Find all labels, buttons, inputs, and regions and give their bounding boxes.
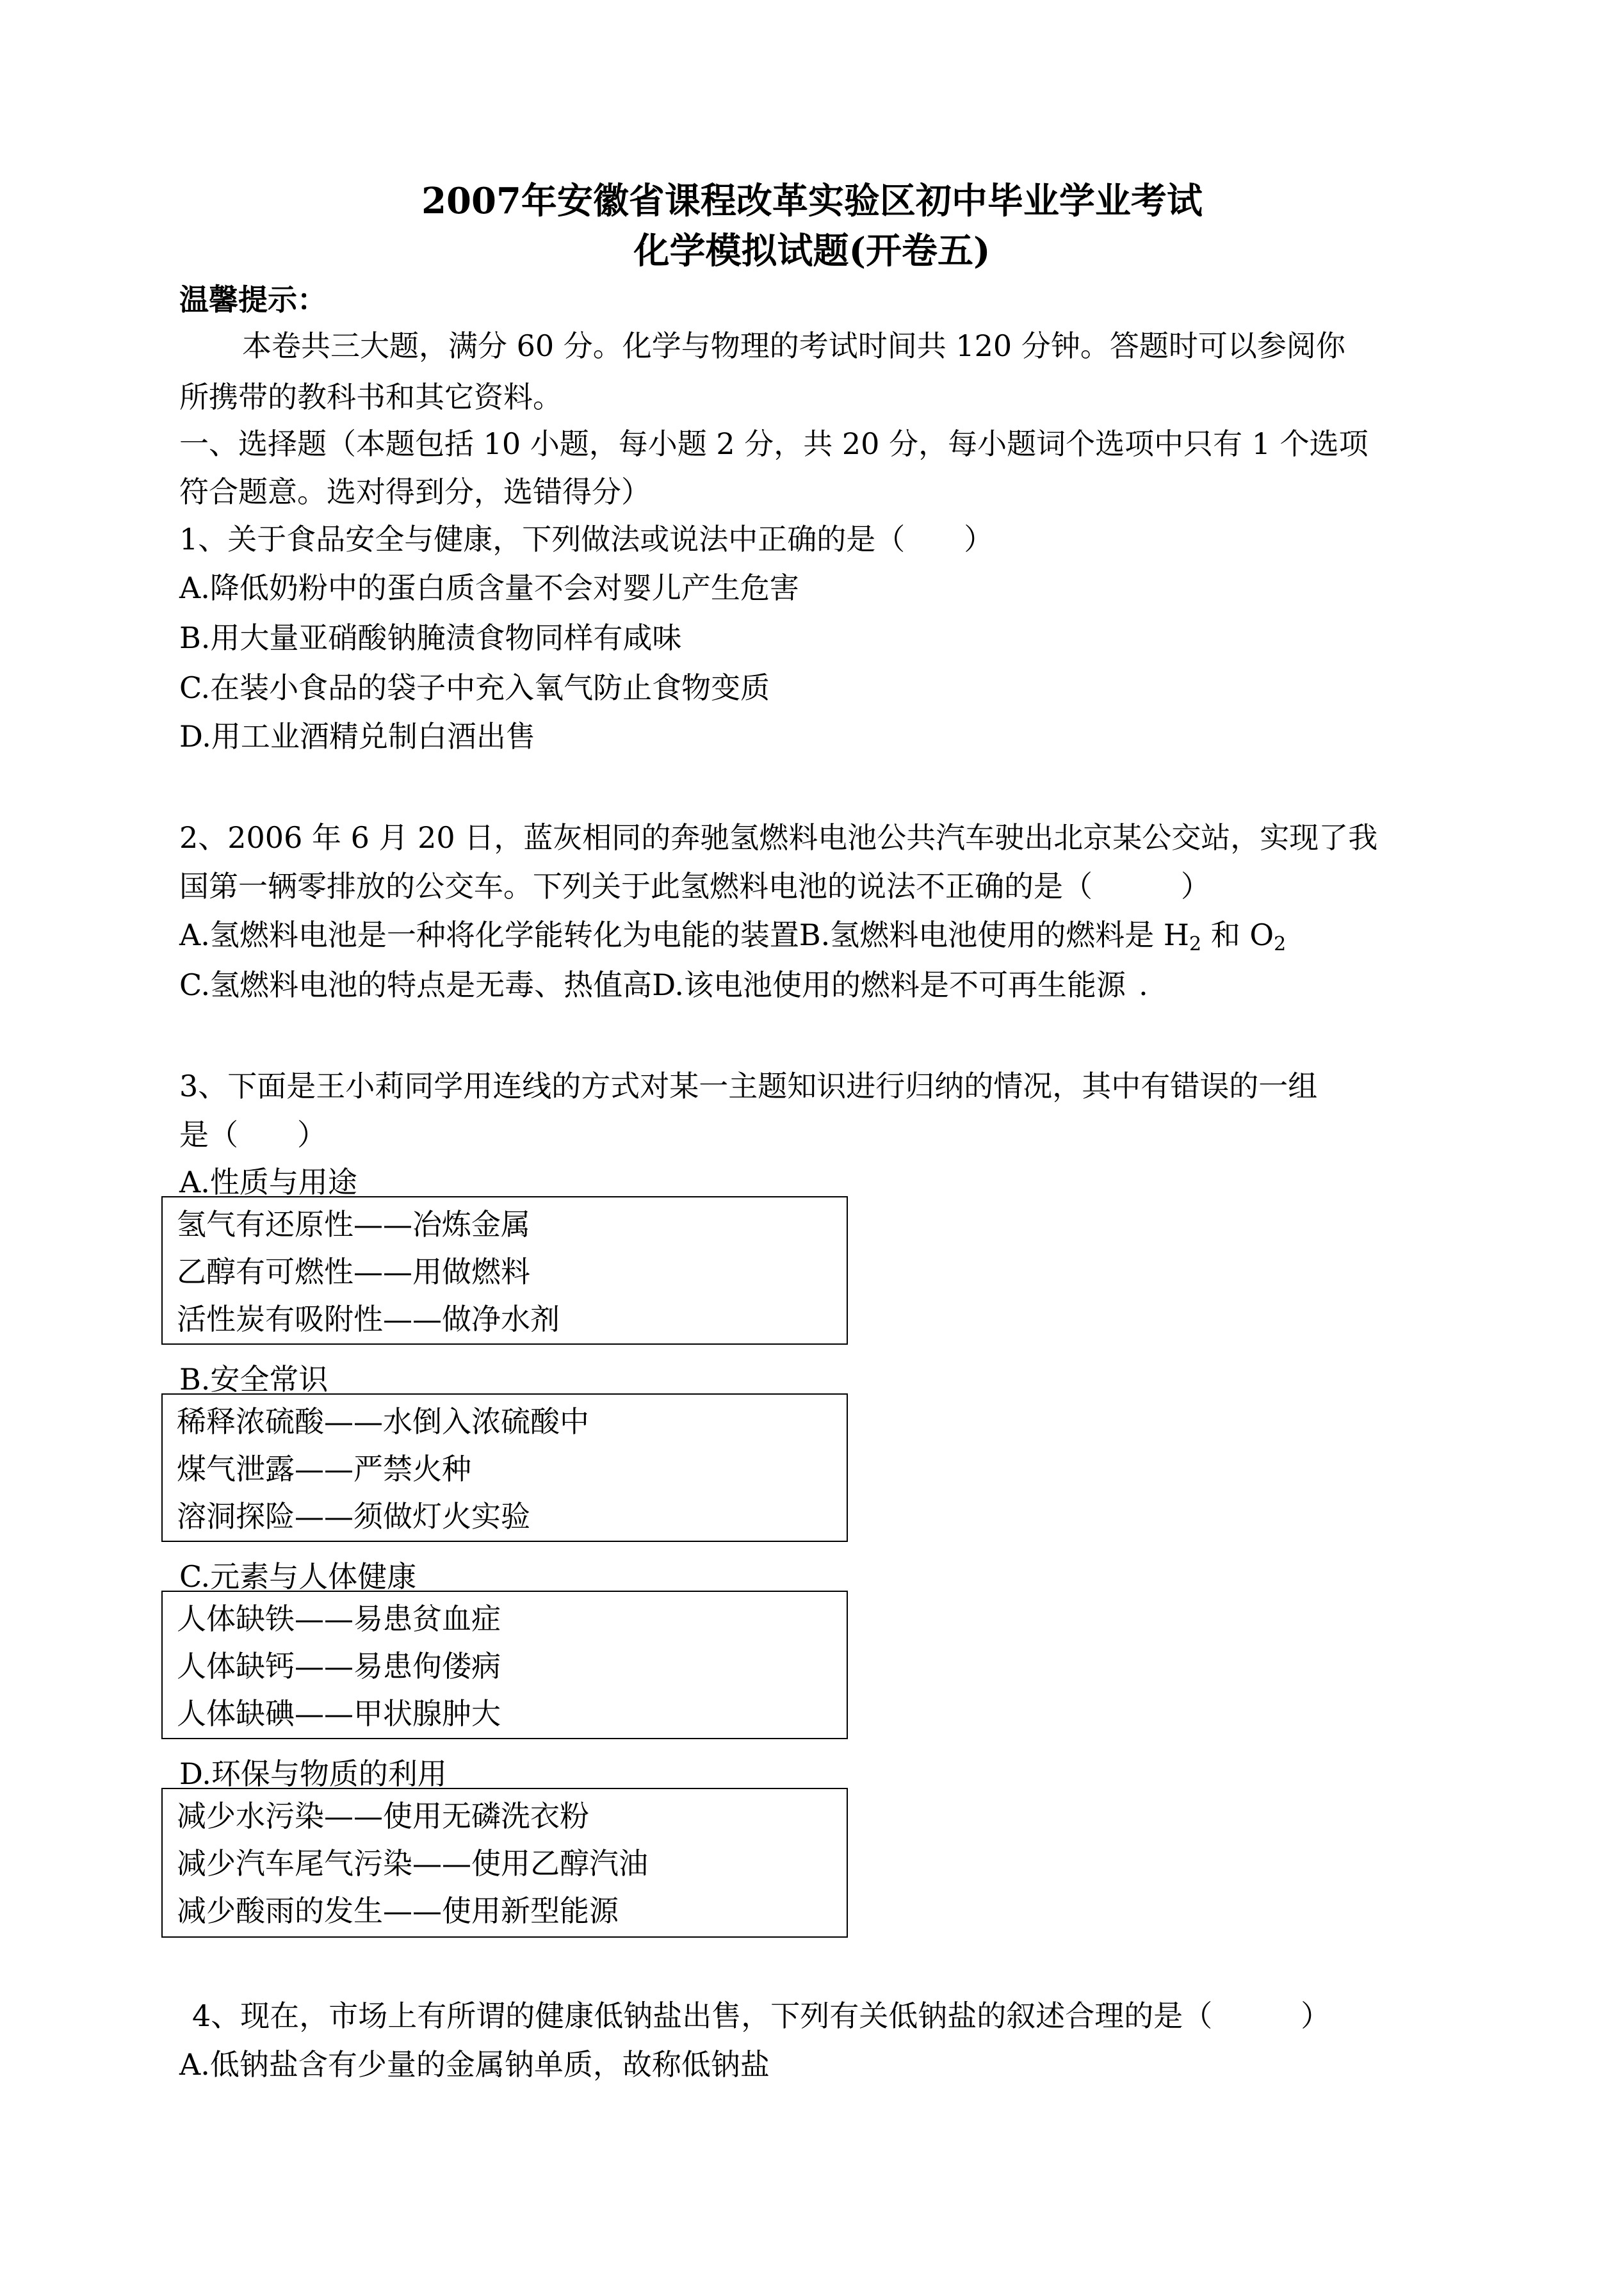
q3-group-a-label: A.性质与用途: [179, 1165, 357, 1199]
q2-stem-line1: 2、2006 年 6 月 20 日，蓝灰相同的奔驰氢燃料电池公共汽车驶出北京某公交站，实现了我: [179, 820, 1378, 855]
q2-option-a: A.氢燃料电池是一种将化学能转化为电能的装置: [179, 918, 799, 952]
q4-stem: 4、现在，市场上有所谓的健康低钠盐出售，下列有关低钠盐的叙述合理的是（ ）: [192, 1999, 1331, 2033]
q1-stem: 1、关于食品安全与健康，下列做法或说法中正确的是（ ）: [179, 522, 994, 556]
q1-option-a: A.降低奶粉中的蛋白质含量不会对婴儿产生危害: [179, 571, 799, 605]
q3-group-d-label: D.环保与物质的利用: [179, 1756, 447, 1791]
q3-group-d-box: [161, 1788, 848, 1938]
section1-instructions-line1: 一、选择题（本题包括 10 小题，每小题 2 分，共 20 分，每小题词个选项中只有 1 个选项: [179, 426, 1368, 461]
q2-option-b: B.氢燃料电池使用的燃料是 $H_2$ 和 $O_2$: [799, 918, 1287, 955]
q1-option-b: B.用大量亚硝酸钠腌渍食物同样有咸味: [179, 620, 682, 655]
q3-group-a-item: 活性炭有吸附性——做净水剂: [177, 1302, 560, 1336]
q2-trailing-period: .: [1139, 968, 1148, 1002]
q2-stem-line2: 国第一辆零排放的公交车。下列关于此氢燃料电池的说法不正确的是（ ）: [179, 869, 1210, 904]
q3-group-c-item: 人体缺碘——甲状腺肿大: [177, 1696, 501, 1731]
q1-option-c: C.在装小食品的袋子中充入氧气防止食物变质: [179, 670, 770, 705]
tips-text-line2: 所携带的教科书和其它资料。: [179, 380, 562, 414]
exam-title: 2007年安徽省课程改革实验区初中毕业学业考试: [421, 180, 1203, 222]
tips-heading: 温馨提示：: [179, 282, 327, 317]
q3-group-c-label: C.元素与人体健康: [179, 1559, 417, 1594]
q3-group-c-item: 人体缺钙——易患佝偻病: [177, 1649, 501, 1683]
q3-group-b-item: 煤气泄露——严禁火种: [177, 1452, 471, 1486]
q3-group-b-label: B.安全常识: [179, 1362, 329, 1397]
q3-group-a-item: 乙醇有可燃性——用做燃料: [177, 1254, 530, 1289]
q3-group-d-item: 减少酸雨的发生——使用新型能源: [177, 1894, 619, 1928]
q3-stem-line2: 是（ ）: [179, 1117, 327, 1152]
q3-group-c-box: [161, 1591, 848, 1739]
exam-subtitle: 化学模拟试题(开卷五): [633, 230, 991, 272]
q1-option-d: D.用工业酒精兑制白酒出售: [179, 719, 535, 754]
q3-group-d-item: 减少水污染——使用无磷洗衣粉: [177, 1799, 589, 1833]
q3-group-b-item: 稀释浓硫酸——水倒入浓硫酸中: [177, 1404, 589, 1439]
q3-group-c-item: 人体缺铁——易患贫血症: [177, 1602, 501, 1636]
q3-group-b-box: [161, 1393, 848, 1542]
q2-option-d: D.该电池使用的燃料是不可再生能源: [652, 968, 1126, 1002]
q4-option-a: A.低钠盐含有少量的金属钠单质，故称低钠盐: [179, 2047, 770, 2082]
q3-group-b-item: 溶洞探险——须做灯火实验: [177, 1499, 530, 1534]
q3-group-d-item: 减少汽车尾气污染——使用乙醇汽油: [177, 1846, 648, 1881]
q3-stem-line1: 3、下面是王小莉同学用连线的方式对某一主题知识进行归纳的情况，其中有错误的一组: [179, 1069, 1318, 1103]
q3-group-a-box: [161, 1196, 848, 1345]
tips-text-line1: 本卷共三大题，满分 60 分。化学与物理的考试时间共 120 分钟。答题时可以参阅你: [242, 328, 1345, 363]
q2-options-line1: [179, 916, 1286, 954]
q3-group-a-item: 氢气有还原性——冶炼金属: [177, 1207, 530, 1242]
section1-instructions-line2: 符合题意。选对得到分，选错得分）: [179, 474, 651, 509]
q2-option-c: C.氢燃料电池的特点是无毒、热值高: [179, 968, 653, 1002]
q2-options-line2: [179, 966, 1148, 1004]
